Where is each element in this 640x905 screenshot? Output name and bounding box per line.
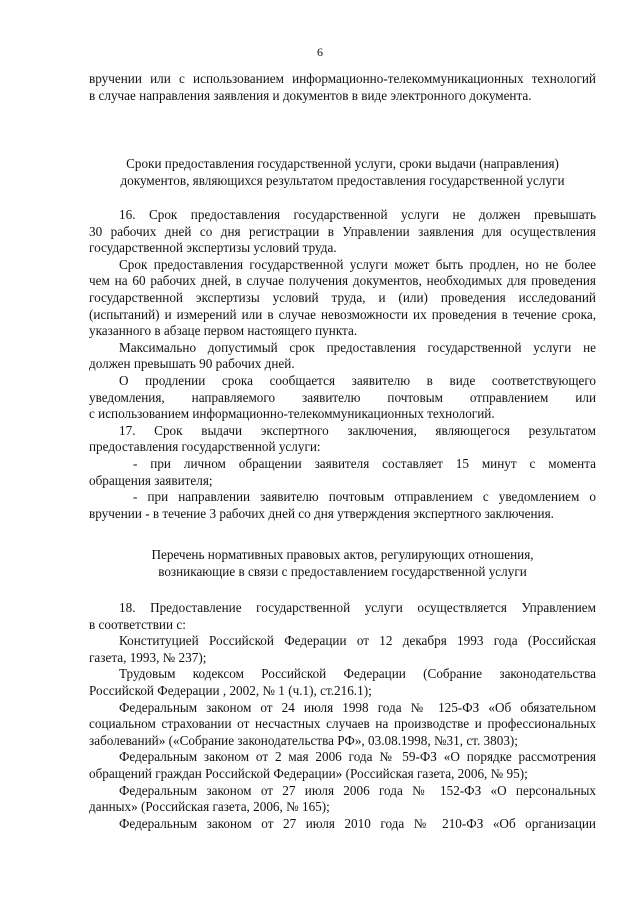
paragraph-17-line: 17. Срок выдачи экспертного заключения, являющегося результатом (119, 422, 596, 438)
legal-act-59fz: Федеральным законом от 2 мая 2006 года № 59-ФЗ «О порядке рассмотрения (119, 749, 596, 765)
list-item-personal: обращения заявителя; (89, 472, 213, 488)
max-term-paragraph-line: должен превышать 90 рабочих дней. (89, 356, 295, 372)
legal-act-125fz: Федеральным законом от 24 июля 1998 года № 125-ФЗ «Об обязательном (119, 699, 596, 715)
notice-paragraph-line: с использованием информационно-телекоммуникационных технологий. (89, 406, 495, 422)
extension-paragraph-line: чем на 60 рабочих дней, в случае получения документов, необходимых для проведения (89, 273, 596, 289)
text-line: вручении или с использованием информационно-телекоммуникационных технологий (89, 71, 596, 86)
paragraph-16-line: 16. Срок предоставления государственной услуги не должен превышать (119, 207, 596, 222)
heading-line: документов, являющихся результатом предоставления государственной услуги (120, 172, 565, 188)
legal-act-labor-code: Трудовым кодексом Российской Федерации (Собрание законодательства (119, 666, 596, 682)
paragraph-18-line: 18. Предоставление государственной услуги осуществляется Управлением (119, 600, 596, 615)
heading-line: возникающие в связи с предоставлением государственной услуги (158, 563, 527, 579)
legal-act-210fz: Федеральным законом от 27 июля 2010 года № 210-ФЗ «Об организации (119, 815, 596, 831)
extension-paragraph-line: государственной экспертизы условий труда, и (или) проведения исследований (89, 289, 596, 305)
heading-line: Сроки предоставления государственной услуги, сроки выдачи (направления) (126, 156, 559, 171)
extension-paragraph-line: указанного в абзаце первом настоящего пункта. (89, 323, 358, 339)
legal-act-125fz: заболеваний» («Собрание законодательства РФ», 03.08.1998, №31, ст. 3803); (89, 732, 518, 748)
legal-act-125fz: социальном страховании от несчастных случаев на производстве и профессиональных (89, 716, 596, 732)
text-line: в случае направления заявления и документов в виде электронного документа. (89, 87, 532, 103)
paragraph-17-line: предоставления государственной услуги: (89, 439, 321, 455)
extension-paragraph-line: (испытаний) и измерений или в случае невозможности их проведения в течение срока, (89, 306, 596, 322)
section-heading-legal-acts (89, 547, 596, 580)
paragraph-16-line: государственной экспертизы условий труда. (89, 240, 337, 256)
legal-act-152fz: данных» (Российская газета, 2006, № 165); (89, 799, 330, 815)
page-number: 6 (317, 45, 323, 59)
extension-paragraph-line: Срок предоставления государственной услуги может быть продлен, но не более (119, 256, 596, 272)
list-item-postal: вручении - в течение 3 рабочих дней со дня утверждения экспертного заключения. (89, 505, 554, 521)
paragraph-16-line: 30 рабочих дней со дня регистрации в Управлении заявления для осуществления (89, 223, 596, 239)
section-terms-body (89, 207, 596, 522)
legal-act-constitution: Конституцией Российской Федерации от 12 декабря 1993 года (Российская (119, 633, 596, 649)
notice-paragraph-line: О продлении срока сообщается заявителю в виде соответствующего (119, 372, 596, 388)
notice-paragraph-line: уведомления, направляемого заявителю почтовым отправлением или (89, 389, 596, 405)
list-item-postal: - при направлении заявителю почтовым отправлением с уведомлением о (133, 489, 596, 505)
intro-paragraph (89, 71, 596, 104)
max-term-paragraph-line: Максимально допустимый срок предоставления государственной услуги не (119, 339, 596, 355)
legal-act-59fz: обращений граждан Российской Федерации» (Российская газета, 2006, № 95); (89, 765, 528, 781)
section-legal-acts-body (89, 600, 596, 832)
legal-act-labor-code: Российской Федерации , 2002, № 1 (ч.1), ст.216.1); (89, 682, 372, 698)
paragraph-18-line: в соответствии с: (89, 616, 186, 632)
section-heading-terms (89, 156, 596, 189)
heading-line: Перечень нормативных правовых актов, регулирующих отношения, (151, 547, 534, 562)
list-item-personal: - при личном обращении заявителя составляет 15 минут с момента (133, 455, 596, 471)
legal-act-constitution: газета, 1993, № 237); (89, 649, 207, 665)
legal-act-152fz: Федеральным законом от 27 июля 2006 года № 152-ФЗ «О персональных (119, 782, 596, 798)
